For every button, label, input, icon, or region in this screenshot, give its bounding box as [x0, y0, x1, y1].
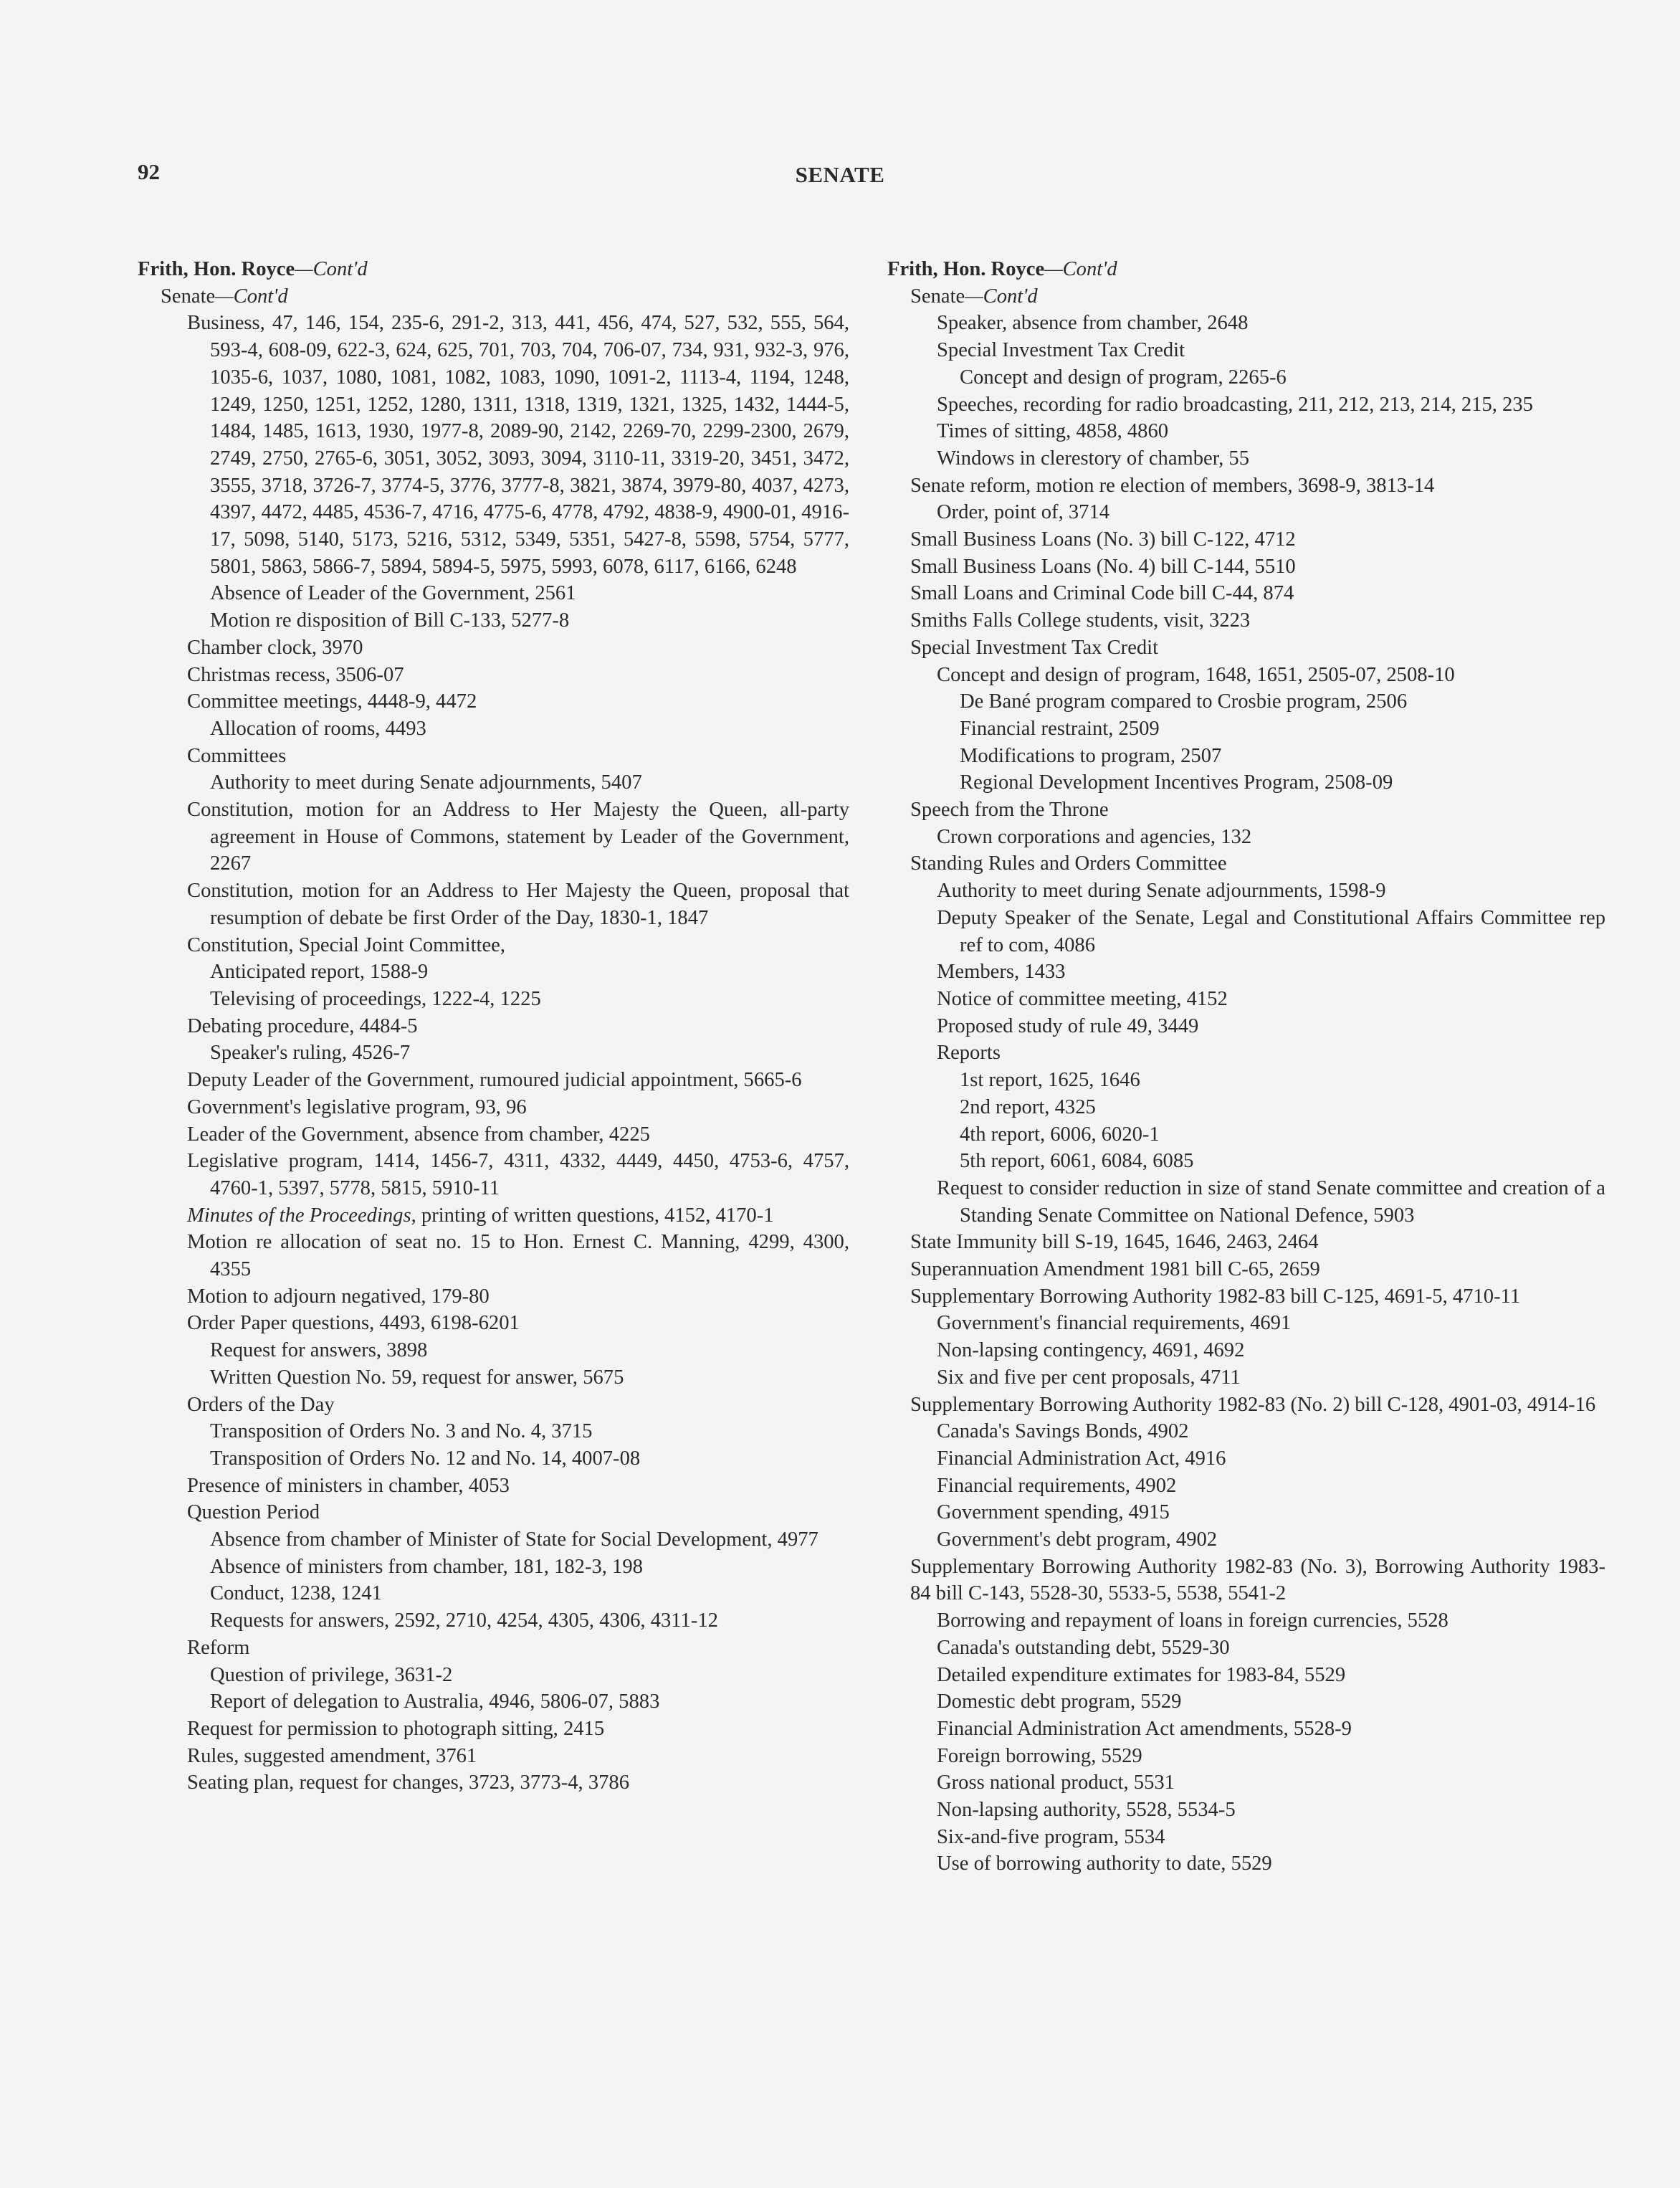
entry-text: 2nd report, 4325: [960, 1095, 1096, 1118]
index-entry: [887, 1094, 1605, 1121]
entry-text: Use of borrowing authority to date, 5529: [937, 1852, 1272, 1875]
entry-text: Authority to meet during Senate adjournments, 1598-9: [937, 880, 1386, 903]
index-entry: [887, 1392, 1605, 1419]
entry-text: Concept and design of program, 2265-6: [960, 366, 1287, 389]
index-entry: [138, 796, 849, 877]
entry-text: Proposed study of rule 49, 3449: [937, 1014, 1199, 1037]
index-entry: [138, 634, 849, 662]
entry-text: Motion re allocation of seat no. 15 to Hon. Ernest C. Manning, 4299, 4300, 4355: [187, 1231, 849, 1281]
index-entry: [138, 986, 849, 1013]
page-title: SENATE: [795, 162, 885, 187]
index-entry: [887, 1283, 1605, 1311]
index-entry: [138, 283, 849, 310]
index-entry: [138, 1769, 849, 1797]
index-entry: [138, 1743, 849, 1770]
index-entry: [138, 1337, 849, 1364]
entry-text: Government spending, 4915: [937, 1501, 1170, 1524]
entry-text: Special Investment Tax Credit: [937, 339, 1185, 362]
index-entry: [887, 1148, 1605, 1175]
index-entry: [138, 1364, 849, 1392]
entry-text: Conduct, 1238, 1241: [210, 1582, 382, 1605]
index-entry: [887, 310, 1605, 337]
index-entry: [887, 1716, 1605, 1743]
index-entry: [887, 553, 1605, 581]
index-entry: [887, 1229, 1605, 1256]
entry-text: Gross national product, 5531: [937, 1771, 1175, 1794]
index-entry: [887, 1067, 1605, 1094]
index-entry: [887, 1040, 1605, 1067]
entry-continued: —Cont'd: [215, 285, 288, 308]
entry-text: Absence of ministers from chamber, 181, 182-3, 198: [210, 1555, 643, 1578]
index-entry: [138, 310, 849, 580]
index-entry: [138, 256, 849, 283]
entry-text: Transposition of Orders No. 12 and No. 14, 4007-08: [210, 1447, 641, 1470]
entry-text: Non-lapsing contingency, 4691, 4692: [937, 1339, 1245, 1362]
entry-text: Domestic debt program, 5529: [937, 1690, 1182, 1713]
entry-text: Supplementary Borrowing Authority 1982-83 (No. 2) bill C-128, 4901-03, 4914-16: [910, 1393, 1596, 1416]
index-entry: [138, 607, 849, 634]
entry-text: Transposition of Orders No. 3 and No. 4, 3715: [210, 1420, 593, 1443]
index-entry: [887, 877, 1605, 905]
entry-text: Motion re disposition of Bill C-133, 5277-8: [210, 609, 570, 632]
entry-text: Speaker's ruling, 4526-7: [210, 1042, 411, 1065]
index-entry: [887, 418, 1605, 445]
entry-text: Borrowing and repayment of loans in foreign currencies, 5528: [937, 1609, 1448, 1632]
index-entry: [887, 526, 1605, 553]
entry-text: Financial restraint, 2509: [960, 717, 1160, 740]
entry-text: Committees: [187, 744, 287, 767]
entry-text: Windows in clerestory of chamber, 55: [937, 447, 1250, 470]
index-entry: [887, 1850, 1605, 1878]
index-entry: [138, 1635, 849, 1662]
index-column-right: [887, 256, 1605, 1878]
entry-text: Regional Development Incentives Program, 2508-09: [960, 771, 1393, 794]
entry-text: Smiths Falls College students, visit, 3223: [910, 609, 1251, 632]
index-entry: [138, 932, 849, 959]
index-entry: [887, 499, 1605, 526]
index-entry: [887, 1499, 1605, 1526]
entry-text: Televising of proceedings, 1222-4, 1225: [210, 987, 541, 1010]
index-entry: [887, 688, 1605, 715]
index-entry: [887, 1121, 1605, 1148]
entry-text: Government's legislative program, 93, 96: [187, 1095, 527, 1118]
entry-text: Times of sitting, 4858, 4860: [937, 420, 1169, 443]
entry-text: Motion to adjourn negatived, 179-80: [187, 1285, 490, 1308]
index-entry: [138, 743, 849, 770]
entry-text: Constitution, motion for an Address to Her Majesty the Queen, proposal that resumption of debate be first Order of the Day, 1830-1, 1847: [187, 880, 849, 929]
index-entry: [138, 1688, 849, 1716]
index-entry: [138, 1067, 849, 1094]
entry-text: Absence from chamber of Minister of State for Social Development, 4977: [210, 1528, 818, 1551]
entry-text: Anticipated report, 1588-9: [210, 961, 429, 984]
entry-text: Six and five per cent proposals, 4711: [937, 1366, 1241, 1389]
entry-text: Detailed expenditure extimates for 1983-84, 5529: [937, 1663, 1346, 1686]
index-entry: [138, 1202, 849, 1229]
index-entry: [887, 391, 1605, 419]
entry-text: Speeches, recording for radio broadcasting, 211, 212, 213, 214, 215, 235: [937, 393, 1533, 416]
index-entry: [887, 662, 1605, 689]
index-entry: [887, 1445, 1605, 1473]
entry-text: Members, 1433: [937, 961, 1066, 984]
index-entry: [887, 580, 1605, 607]
index-entry: [138, 715, 849, 743]
entry-text: Modifications to program, 2507: [960, 744, 1222, 767]
entry-text: Presence of ministers in chamber, 4053: [187, 1474, 510, 1497]
index-entry: [887, 1310, 1605, 1337]
index-entry: [887, 1769, 1605, 1797]
entry-text: Seating plan, request for changes, 3723, 3773-4, 3786: [187, 1771, 630, 1794]
index-entry: [138, 1229, 849, 1283]
index-entry: [887, 1418, 1605, 1445]
index-entry: [887, 1013, 1605, 1040]
entry-text: Speaker, absence from chamber, 2648: [937, 312, 1249, 335]
index-entry: [138, 1148, 849, 1202]
index-entry: [887, 986, 1605, 1013]
entry-text: Senate reform, motion re election of members, 3698-9, 3813-14: [910, 474, 1435, 497]
entry-text: Christmas recess, 3506-07: [187, 663, 404, 686]
entry-text: Allocation of rooms, 4493: [210, 717, 426, 740]
index-entry: [138, 1662, 849, 1689]
entry-text: Small Business Loans (No. 3) bill C-122, 4712: [910, 528, 1296, 551]
entry-text: 4th report, 6006, 6020-1: [960, 1123, 1160, 1146]
entry-text: Non-lapsing authority, 5528, 5534-5: [937, 1799, 1236, 1822]
entry-text: State Immunity bill S-19, 1645, 1646, 2463, 2464: [910, 1231, 1319, 1254]
index-entry: [887, 472, 1605, 500]
index-entry: [887, 905, 1605, 959]
index-entry: [138, 1554, 849, 1581]
entry-text: Order, point of, 3714: [937, 501, 1110, 524]
entry-text: Canada's outstanding debt, 5529-30: [937, 1636, 1230, 1659]
entry-text: Canada's Savings Bonds, 4902: [937, 1420, 1189, 1443]
index-column-left: [138, 256, 849, 1797]
index-entry: [887, 1175, 1605, 1229]
index-entry: [138, 1445, 849, 1473]
entry-text: Deputy Leader of the Government, rumoured judicial appointment, 5665-6: [187, 1069, 802, 1092]
index-entry: [887, 1688, 1605, 1716]
index-entry: [887, 1743, 1605, 1770]
index-entry: [887, 337, 1605, 364]
entry-text: Question of privilege, 3631-2: [210, 1663, 453, 1686]
entry-text: Foreign borrowing, 5529: [937, 1744, 1142, 1767]
entry-text: Small Loans and Criminal Code bill C-44, 874: [910, 582, 1294, 605]
index-entry: [138, 1094, 849, 1121]
index-entry: [138, 1473, 849, 1500]
index-entry: [887, 1554, 1605, 1607]
index-entry: [887, 769, 1605, 796]
entry-text: Special Investment Tax Credit: [910, 636, 1159, 659]
index-entry: [887, 1364, 1605, 1392]
entry-heading: Frith, Hon. Royce: [887, 258, 1045, 280]
entry-text: Constitution, Special Joint Committee,: [187, 933, 505, 956]
entry-italic-title: Minutes of the Proceedings: [187, 1204, 411, 1227]
index-entry: [887, 1824, 1605, 1851]
index-entry: [887, 445, 1605, 472]
index-entry: [138, 580, 849, 607]
index-entry: [138, 688, 849, 715]
entry-text: Reports: [937, 1042, 1001, 1065]
index-entry: [138, 1580, 849, 1607]
entry-text: Order Paper questions, 4493, 6198-6201: [187, 1312, 520, 1335]
entry-text: 1st report, 1625, 1646: [960, 1069, 1140, 1092]
entry-text: Supplementary Borrowing Authority 1982-83 (No. 3), Borrowing Authority 1983-84 bill C-143, 5528-30, 5533-5, 5538, 5541-2: [910, 1555, 1605, 1605]
index-entry: [887, 824, 1605, 851]
index-entry: [138, 1040, 849, 1067]
entry-text: Report of delegation to Australia, 4946, 5806-07, 5883: [210, 1690, 660, 1713]
entry-text: 5th report, 6061, 6084, 6085: [960, 1150, 1194, 1173]
index-entry: [138, 1526, 849, 1554]
entry-text: Request to consider reduction in size of stand Senate committee and creation of a Standing Senate Committee on National Defence, 5903: [937, 1176, 1605, 1227]
entry-text: Absence of Leader of the Government, 2561: [210, 582, 576, 605]
entry-continued: —Cont'd: [295, 258, 368, 280]
index-entry: [887, 364, 1605, 391]
index-entry: [138, 1392, 849, 1419]
entry-text: Government's financial requirements, 4691: [937, 1312, 1292, 1335]
entry-text: Committee meetings, 4448-9, 4472: [187, 690, 477, 713]
index-entry: [138, 1121, 849, 1148]
entry-text: Written Question No. 59, request for answer, 5675: [210, 1366, 624, 1389]
index-entry: [138, 1607, 849, 1635]
entry-text: Government's debt program, 4902: [937, 1528, 1218, 1551]
index-entry: [138, 1716, 849, 1743]
entry-text: Business, 47, 146, 154, 235-6, 291-2, 313, 441, 456, 474, 527, 532, 555, 564, 593-4, 608-09, 622-3, 624, 625, 701, 703, 704, 706-07, 734, 931, 932-3, 976, 1035-6, 1037, 1080, 1081, 1082, 1083, 1090, 1091-2, 1113-4, 1194, 1248, 1249, 1250, 1251, 1252, 1280, 1311, 1318, 1319, 1321, 1325, 1432, 1444-5, 1484, 1485, 1613, 1930, 1977-8, 2089-90, 2142, 2269-70, 2299-2300, 2679, 2749, 2750, 2765-6, 3051, 3052, 3093, 3094, 3110-11, 3319-20, 3451, 3472, 3555, 3718, 3726-7, 3774-5, 3776, 3777-8, 3821, 3874, 3979-80, 4037, 4273, 4397, 4472, 4485, 4536-7, 4716, 4775-6, 4778, 4792, 4838-9, 4900-01, 4916-17, 5098, 5140, 5173, 5216, 5312, 5349, 5351, 5427-8, 5598, 5754, 5777, 5801, 5863, 5866-7, 5894, 5894-5, 5975, 5993, 6078, 6117, 6166, 6248: [187, 312, 849, 578]
index-entry: [138, 1418, 849, 1445]
entry-text: Deputy Speaker of the Senate, Legal and Constitutional Affairs Committee rep ref to com, 4086: [937, 906, 1605, 956]
index-entry: [887, 850, 1605, 877]
index-entry: [887, 715, 1605, 743]
entry-text: De Bané program compared to Crosbie program, 2506: [960, 690, 1408, 713]
index-entry: [887, 796, 1605, 824]
index-entry: [887, 1635, 1605, 1662]
entry-text: Crown corporations and agencies, 132: [937, 825, 1252, 848]
index-entry: [887, 283, 1605, 310]
index-entry: [887, 607, 1605, 634]
entry-text: Six-and-five program, 5534: [937, 1825, 1165, 1848]
entry-text: Financial Administration Act amendments, 5528-9: [937, 1717, 1352, 1740]
entry-text: Speech from the Throne: [910, 799, 1109, 822]
entry-text: Notice of committee meeting, 4152: [937, 987, 1228, 1010]
entry-text: Constitution, motion for an Address to Her Majesty the Queen, all-party agreement in House of Commons, statement by Leader of the Government, 2267: [187, 799, 849, 875]
entry-text: Chamber clock, 3970: [187, 636, 363, 659]
entry-text: Question Period: [187, 1501, 320, 1524]
entry-text: Reform: [187, 1636, 250, 1659]
entry-text: Senate: [161, 285, 216, 308]
index-entry: [887, 1797, 1605, 1824]
index-entry: [887, 1473, 1605, 1500]
entry-text: Debating procedure, 4484-5: [187, 1014, 418, 1037]
entry-text: Requests for answers, 2592, 2710, 4254, 4305, 4306, 4311-12: [210, 1609, 718, 1632]
entry-text: Superannuation Amendment 1981 bill C-65, 2659: [910, 1258, 1320, 1281]
index-entry: [887, 743, 1605, 770]
index-entry: [138, 1013, 849, 1040]
entry-heading: Frith, Hon. Royce: [138, 258, 295, 280]
entry-text: Supplementary Borrowing Authority 1982-83 bill C-125, 4691-5, 4710-11: [910, 1285, 1521, 1308]
entry-continued: —Cont'd: [965, 285, 1038, 308]
entry-text: , printing of written questions, 4152, 4170-1: [411, 1204, 774, 1227]
entry-text: Legislative program, 1414, 1456-7, 4311, 4332, 4449, 4450, 4753-6, 4757, 4760-1, 5397, 5778, 5815, 5910-11: [187, 1150, 849, 1199]
entry-text: Request for permission to photograph sitting, 2415: [187, 1717, 605, 1740]
index-entry: [138, 769, 849, 796]
index-entry: [887, 256, 1605, 283]
index-entry: [887, 1662, 1605, 1689]
index-entry: [887, 959, 1605, 986]
index-entry: [887, 634, 1605, 662]
index-entry: [138, 662, 849, 689]
entry-text: Senate: [910, 285, 965, 308]
entry-text: Authority to meet during Senate adjournments, 5407: [210, 771, 642, 794]
entry-continued: —Cont'd: [1044, 258, 1117, 280]
index-entry: [887, 1607, 1605, 1635]
index-entry: [887, 1526, 1605, 1554]
index-entry: [138, 1310, 849, 1337]
entry-text: Financial Administration Act, 4916: [937, 1447, 1226, 1470]
index-entry: [887, 1337, 1605, 1364]
index-entry: [138, 877, 849, 931]
entry-text: Small Business Loans (No. 4) bill C-144, 5510: [910, 555, 1296, 578]
entry-text: Leader of the Government, absence from chamber, 4225: [187, 1123, 650, 1146]
page-number: 92: [138, 159, 160, 184]
entry-text: Concept and design of program, 1648, 1651, 2505-07, 2508-10: [937, 663, 1455, 686]
entry-text: Standing Rules and Orders Committee: [910, 852, 1227, 875]
entry-text: Orders of the Day: [187, 1393, 335, 1416]
entry-text: Financial requirements, 4902: [937, 1474, 1177, 1497]
entry-text: Request for answers, 3898: [210, 1339, 428, 1362]
index-entry: [887, 1256, 1605, 1283]
index-entry: [138, 959, 849, 986]
index-entry: [138, 1283, 849, 1311]
index-entry: [138, 1499, 849, 1526]
entry-text: Rules, suggested amendment, 3761: [187, 1744, 477, 1767]
